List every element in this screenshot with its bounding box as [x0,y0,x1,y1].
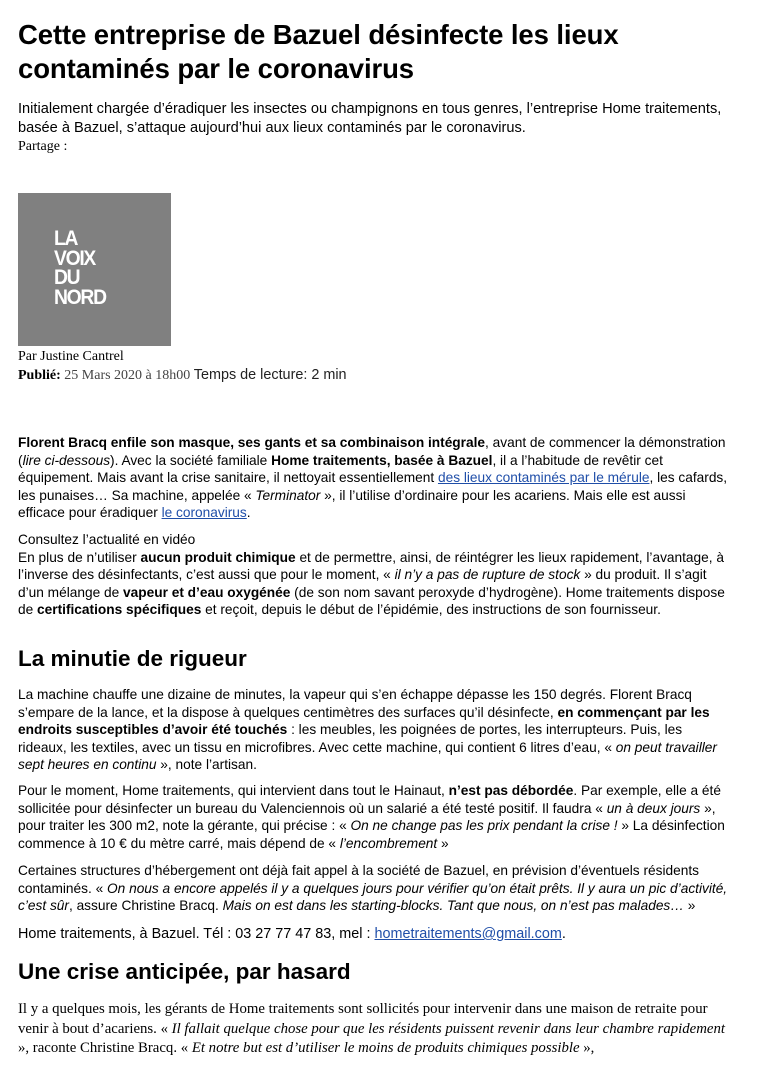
section-heading-minutie: La minutie de rigueur [18,646,247,671]
video-link[interactable]: Consultez l’actualité en vidéo [18,532,196,547]
paragraph-crise: Il y a quelques mois, les gérants de Home traitements sont sollicités pour intervenir dans une maison de retraite pour venir à bout d’acariens. « Il fallait quelque chose pour que les résidents puissent revenir dans leur chambre rapidement », raconte Christine Bracq. « Et notre but est d’utiliser le moins de produits chimiques possible », [18,1001,725,1056]
link-merule[interactable]: des lieux contaminés par le mérule [437,470,650,486]
paragraph-video: Consultez l’actualité en vidéo En plus de n’utiliser aucun produit chimique et de permettre, ainsi, de réintégrer les lieux rapidement, l’avantage, à l’inverse des désinfectants, c’est aussi que pour le moment, « il n’y a pas de rupture de stock » du produit. Il s’agit d’un mélange de vapeur et d’eau oxygénée (de son nom savant peroxyde d’hydrogène). Home traitements dispose de certifications spécifiques et reçoit, depuis le début de l’épidémie, des instructions de son fournisseur. [18,531,733,619]
paragraph-intro: Florent Bracq enfile son masque, ses gants et sa combinaison intégrale, avant de commencer la démonstration (lire ci-dessous). Avec la société familiale Home traitements, basée à Bazuel, il a l’habitude de revêtir cet équipement. Mais avant la crise sanitaire, il nettoyait essentiellement des lieux contaminés par le mérule, les cafards, les punaises… Sa machine, appelée « Terminator », il l’utilise d’ordinaire pour les acariens. Mais elle est aussi efficace pour éradiquer le coronavirus. [18,435,728,521]
email-link[interactable]: hometraitements@gmail.com [374,926,562,942]
byline-block [18,348,347,385]
publication-info [18,366,347,385]
article-page [18,0,746,1056]
link-coronavirus[interactable]: le coronavirus [161,505,247,521]
paragraph-contact: Home traitements, à Bazuel. Tél : 03 27 77 47 83, mel : hometraitements@gmail.com. [18,926,566,942]
reading-time: Temps de lecture: 2 min [193,367,347,383]
published-date: 25 Mars 2020 à 18h00 [64,368,191,383]
la-voix-du-nord-logo: LA VOIX DU NORD [18,193,171,346]
paragraph-minutie: La machine chauffe une dizaine de minutes, la vapeur qui s’en échappe dépasse les 150 degrés. Florent Bracq s’empare de la lance, et la dispose à quelques centimètres des surfaces qu’il désinfecte, en commençant par les endroits susceptibles d’avoir été touchés : les meubles, les poignées de portes, les interrupteurs. Puis, les rideaux, les textiles, avec un tissu en microfibres. Avec cette machine, qui contient 6 litres d’eau, « on peut travailler sept heures en continu », note l’artisan. [18,687,717,773]
article-title: Cette entreprise de Bazuel désinfecte les lieux contaminés par le coronavirus [18,19,619,84]
share-label: Partage : [18,139,68,154]
paragraph-hainaut: Pour le moment, Home traitements, qui intervient dans tout le Hainaut, n’est pas débordée. Par exemple, elle a été sollicitée pour désinfecter un bureau du Valenciennois où un salarié a été testé positif. Il faudra « un à deux jours », pour traiter les 300 m2, note la gérante, qui précise : « On ne change pas les prix pendant la crise ! » La désinfection commence à 10 € du mètre carré, mais dépend de « l’encombrement » [18,783,725,851]
published-label: Publié: [18,368,61,383]
author-byline: Par Justine Cantrel [18,349,124,364]
section-heading-crise: Une crise anticipée, par hasard [18,959,351,984]
article-lead: Initialement chargée d’éradiquer les insectes ou champignons en tous genres, l’entreprise Home traitements, basée à Bazuel, s’attaque aujourd’hui aux lieux contaminés par le coronavirus. [18,101,722,136]
paragraph-hebergement: Certaines structures d’hébergement ont déjà fait appel à la société de Bazuel, en prévision d’éventuels résidents contaminés. « On nous a encore appelés il y a quelques jours pour vérifier qu’on était prêts. Il y aura un pic d’activité, c’est sûr, assure Christine Bracq. Mais on est dans les starting-blocks. Tant que nous, on n’est pas malades… » [18,863,728,914]
